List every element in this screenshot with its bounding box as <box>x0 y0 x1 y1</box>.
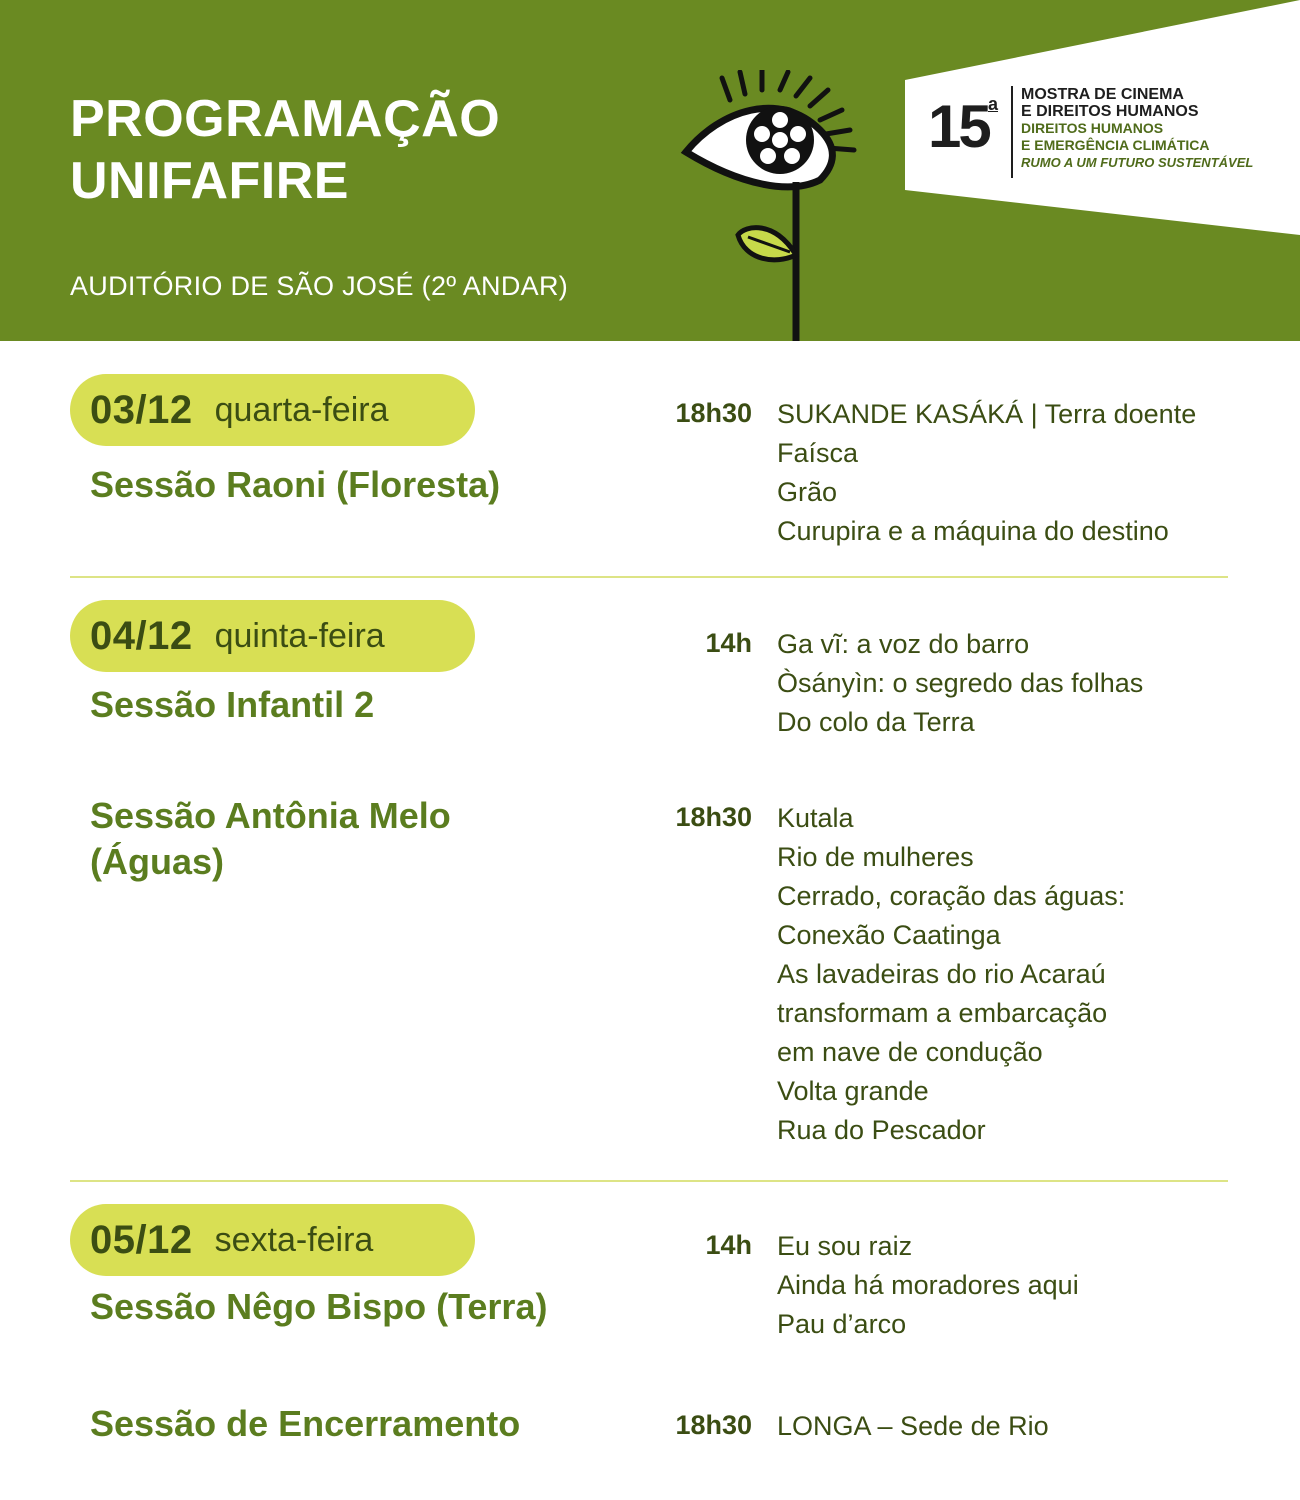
header-banner <box>0 0 1300 341</box>
day-pill-0412 <box>70 600 475 672</box>
film-item: Grão <box>777 477 838 507</box>
logo-line-3: DIREITOS HUMANOS <box>1021 120 1164 136</box>
festival-logo <box>928 86 1258 196</box>
session-title: Sessão Infantil 2 <box>90 684 375 725</box>
film-item: Cerrado, coração das águas: <box>777 881 1126 911</box>
film-item: Rua do Pescador <box>777 1115 986 1145</box>
film-item: Conexão Caatinga <box>777 920 1001 950</box>
film-item: Òsányìn: o segredo das folhas <box>777 668 1144 698</box>
film-item: Kutala <box>777 803 854 833</box>
title-line-1: PROGRAMAÇÃO <box>70 90 501 148</box>
session-time: 18h30 <box>675 802 752 832</box>
film-list <box>777 1227 1079 1344</box>
film-item: transformam a embarcação <box>777 998 1108 1028</box>
film-item: As lavadeiras do rio Acaraú <box>777 959 1106 989</box>
venue-subtitle: AUDITÓRIO DE SÃO JOSÉ (2º ANDAR) <box>70 271 569 301</box>
session-title-line-2: (Águas) <box>90 841 224 882</box>
day-date: 05/12 <box>90 1217 193 1262</box>
session-time: 14h <box>705 1230 752 1260</box>
session-title <box>90 793 610 885</box>
logo-line-4: E EMERGÊNCIA CLIMÁTICA <box>1021 137 1210 153</box>
session-title: Sessão de Encerramento <box>90 1403 521 1444</box>
film-list <box>777 625 1143 742</box>
title-line-2: UNIFAFIRE <box>70 152 349 210</box>
film-list <box>777 1407 1049 1446</box>
logo-divider <box>1011 86 1013 178</box>
day-pill-0512 <box>70 1204 475 1276</box>
film-list <box>777 395 1196 551</box>
logo-line-2: E DIREITOS HUMANOS <box>1021 103 1199 120</box>
film-item: Do colo da Terra <box>777 707 975 737</box>
film-item: Ainda há moradores aqui <box>777 1270 1079 1300</box>
film-item: Ga vĩ: a voz do barro <box>777 629 1030 659</box>
film-item: Volta grande <box>777 1076 929 1106</box>
day-pill-0312 <box>70 374 475 446</box>
session-title-line-1: Sessão Antônia Melo <box>90 795 451 836</box>
edition-number: 15 <box>928 93 989 160</box>
day-date: 03/12 <box>90 387 193 432</box>
film-item: Curupira e a máquina do destino <box>777 516 1169 546</box>
film-item: Rio de mulheres <box>777 842 974 872</box>
session-title: Sessão Raoni (Floresta) <box>90 464 501 505</box>
session-time: 18h30 <box>675 1410 752 1440</box>
edition-suffix: a <box>988 94 999 114</box>
day-date: 04/12 <box>90 613 193 658</box>
film-item: em nave de condução <box>777 1037 1043 1067</box>
day-weekday: sexta-feira <box>214 1220 374 1259</box>
film-list <box>777 799 1125 1150</box>
page-title <box>70 88 500 212</box>
film-item: Eu sou raiz <box>777 1231 913 1261</box>
logo-line-5: RUMO A UM FUTURO SUSTENTÁVEL <box>1021 155 1254 170</box>
film-item: Faísca <box>777 438 859 468</box>
day-weekday: quinta-feira <box>214 616 385 655</box>
session-time: 14h <box>705 628 752 658</box>
film-item: LONGA – Sede de Rio <box>777 1411 1049 1441</box>
section-divider <box>70 1180 1228 1182</box>
film-item: SUKANDE KASÁKÁ | Terra doente <box>777 399 1197 429</box>
eye-flower-icon <box>670 70 870 341</box>
film-item: Pau d’arco <box>777 1309 907 1339</box>
logo-line-1: MOSTRA DE CINEMA <box>1021 86 1184 103</box>
session-time: 18h30 <box>675 398 752 428</box>
session-title: Sessão Nêgo Bispo (Terra) <box>90 1286 548 1327</box>
day-weekday: quarta-feira <box>214 390 389 429</box>
section-divider <box>70 576 1228 578</box>
